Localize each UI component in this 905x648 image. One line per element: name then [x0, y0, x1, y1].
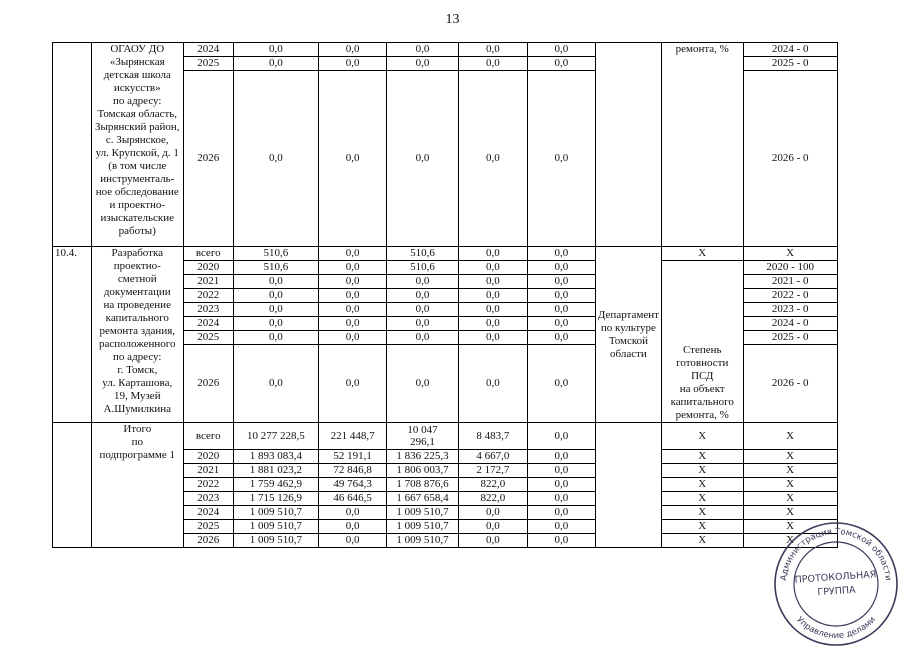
value-cell: 1 667 658,4 [387, 492, 459, 506]
value-cell: 0,0 [458, 506, 527, 520]
year-cell: 2022 [183, 289, 233, 303]
value-cell: 0,0 [233, 317, 318, 331]
value-cell: 10 047 296,1 [387, 423, 459, 450]
value-cell: 822,0 [458, 478, 527, 492]
indicator-cell: Х [661, 450, 743, 464]
value-cell: 8 483,7 [458, 423, 527, 450]
value-cell: 0,0 [527, 43, 595, 57]
value-cell: 1 009 510,7 [387, 506, 459, 520]
indicator-cell: Х [661, 478, 743, 492]
value-cell: 0,0 [527, 492, 595, 506]
value-cell: 510,6 [233, 261, 318, 275]
year-cell: всего [183, 423, 233, 450]
target-cell: 2020 - 100 [743, 261, 837, 275]
value-cell: 0,0 [527, 534, 595, 548]
value-cell: 0,0 [319, 534, 387, 548]
table-row [53, 43, 905, 57]
indicator-cell: ремонта, % [661, 43, 743, 247]
target-cell: Х [743, 423, 837, 450]
value-cell: 0,0 [458, 57, 527, 71]
value-cell: 1 806 003,7 [387, 464, 459, 478]
value-cell: 0,0 [527, 345, 595, 423]
year-cell: 2020 [183, 450, 233, 464]
stamp-ring-top-text: Администрация Томской области [779, 526, 893, 582]
value-cell: 510,6 [387, 247, 459, 261]
value-cell: 0,0 [527, 450, 595, 464]
value-cell: 1 881 023,2 [233, 464, 318, 478]
value-cell: 0,0 [458, 247, 527, 261]
value-cell: 1 009 510,7 [233, 534, 318, 548]
value-cell: 0,0 [527, 464, 595, 478]
target-cell: 2022 - 0 [743, 289, 837, 303]
value-cell: 0,0 [387, 275, 459, 289]
target-cell: Х [743, 534, 837, 548]
value-cell: 0,0 [319, 289, 387, 303]
year-cell: 2023 [183, 492, 233, 506]
value-cell: 0,0 [387, 317, 459, 331]
value-cell: 0,0 [387, 71, 459, 247]
year-cell: 2024 [183, 317, 233, 331]
value-cell: 0,0 [319, 247, 387, 261]
value-cell: 49 764,3 [319, 478, 387, 492]
target-cell: 2026 - 0 [743, 71, 837, 247]
object-cell: Разработка проектно- сметной документации на проведение капитального ремонта здания, расположенного по адресу: г. Томск, ул. Карташова, 19, Музей А.Шумилкина [91, 247, 183, 423]
target-cell: 2021 - 0 [743, 275, 837, 289]
value-cell: 1 009 510,7 [387, 534, 459, 548]
year-cell: всего [183, 247, 233, 261]
value-cell: 221 448,7 [319, 423, 387, 450]
value-cell: 0,0 [458, 261, 527, 275]
value-cell: 510,6 [233, 247, 318, 261]
executor-cell [595, 423, 661, 548]
value-cell: 0,0 [319, 345, 387, 423]
indicator-cell: Х [661, 464, 743, 478]
value-cell: 0,0 [387, 289, 459, 303]
value-cell: 0,0 [387, 345, 459, 423]
value-cell: 0,0 [319, 506, 387, 520]
indicator-cell: Х [661, 492, 743, 506]
executor-cell: Департамент по культуре Томской области [595, 247, 661, 423]
target-cell: 2026 - 0 [743, 345, 837, 423]
indicator-cell: Х [661, 247, 743, 261]
year-cell: 2022 [183, 478, 233, 492]
value-cell: 1 836 225,3 [387, 450, 459, 464]
year-cell: 2023 [183, 303, 233, 317]
target-cell: 2025 - 0 [743, 57, 837, 71]
indicator-cell: Степень готовности ПСД на объект капитального ремонта, % [661, 261, 743, 423]
target-cell: Х [743, 520, 837, 534]
year-cell: 2024 [183, 506, 233, 520]
target-cell: Х [743, 247, 837, 261]
indicator-cell: Х [661, 534, 743, 548]
indicator-cell: Х [661, 423, 743, 450]
year-cell: 2026 [183, 71, 233, 247]
value-cell: 46 646,5 [319, 492, 387, 506]
value-cell: 0,0 [233, 345, 318, 423]
value-cell: 0,0 [319, 303, 387, 317]
value-cell: 10 277 228,5 [233, 423, 318, 450]
value-cell: 0,0 [458, 331, 527, 345]
value-cell: 0,0 [387, 57, 459, 71]
target-cell: Х [743, 450, 837, 464]
value-cell: 0,0 [527, 247, 595, 261]
value-cell: 0,0 [527, 289, 595, 303]
value-cell: 0,0 [233, 71, 318, 247]
executor-cell [595, 43, 661, 247]
year-cell: 2020 [183, 261, 233, 275]
target-cell: 2025 - 0 [743, 331, 837, 345]
indicator-cell: Х [661, 506, 743, 520]
value-cell: 0,0 [233, 331, 318, 345]
indicator-cell: Х [661, 520, 743, 534]
stamp-center-line-2: ГРУППА [817, 584, 856, 599]
value-cell: 0,0 [233, 289, 318, 303]
value-cell: 52 191,1 [319, 450, 387, 464]
value-cell: 822,0 [458, 492, 527, 506]
page-number: 13 [445, 12, 460, 27]
target-cell: 2023 - 0 [743, 303, 837, 317]
value-cell: 0,0 [527, 478, 595, 492]
value-cell: 0,0 [527, 71, 595, 247]
value-cell: 0,0 [527, 506, 595, 520]
year-cell: 2021 [183, 275, 233, 289]
target-cell: Х [743, 506, 837, 520]
row-number-cell [53, 43, 92, 247]
year-cell: 2025 [183, 331, 233, 345]
value-cell: 4 667,0 [458, 450, 527, 464]
value-cell: 0,0 [319, 71, 387, 247]
value-cell: 0,0 [319, 57, 387, 71]
value-cell: 0,0 [527, 331, 595, 345]
year-cell: 2024 [183, 43, 233, 57]
target-cell: Х [743, 478, 837, 492]
value-cell: 0,0 [458, 345, 527, 423]
value-cell: 1 715 126,9 [233, 492, 318, 506]
value-cell: 0,0 [527, 423, 595, 450]
value-cell: 2 172,7 [458, 464, 527, 478]
value-cell: 0,0 [458, 317, 527, 331]
value-cell: 0,0 [527, 57, 595, 71]
value-cell: 0,0 [387, 43, 459, 57]
year-cell: 2026 [183, 345, 233, 423]
value-cell: 0,0 [319, 331, 387, 345]
stamp-center-line-1: ПРОТОКОЛЬНАЯ [794, 569, 877, 586]
value-cell: 0,0 [458, 520, 527, 534]
value-cell: 0,0 [387, 303, 459, 317]
value-cell: 0,0 [458, 303, 527, 317]
object-cell: ОГАОУ ДО «Зырянская детская школа искусств» по адресу: Томская область, Зырянский район, с. Зырянское, ул. Крупской, д. 1 (в том числе инструменталь- ное обследование и проектно- изыскательские работы) [91, 43, 183, 247]
row-number-cell: 10.4. [53, 247, 92, 423]
value-cell: 0,0 [458, 289, 527, 303]
target-cell: Х [743, 492, 837, 506]
value-cell: 0,0 [527, 317, 595, 331]
year-cell: 2025 [183, 57, 233, 71]
value-cell: 0,0 [387, 331, 459, 345]
value-cell: 0,0 [458, 534, 527, 548]
value-cell: 0,0 [319, 43, 387, 57]
value-cell: 0,0 [458, 71, 527, 247]
value-cell: 0,0 [319, 520, 387, 534]
value-cell: 0,0 [319, 317, 387, 331]
program-financing-table [52, 42, 905, 548]
value-cell: 0,0 [458, 43, 527, 57]
year-cell: 2026 [183, 534, 233, 548]
stamp-seal [772, 520, 900, 648]
value-cell: 1 708 876,6 [387, 478, 459, 492]
row-number-cell [53, 423, 92, 548]
value-cell: 1 759 462,9 [233, 478, 318, 492]
year-cell: 2021 [183, 464, 233, 478]
value-cell: 0,0 [527, 303, 595, 317]
value-cell: 0,0 [233, 43, 318, 57]
value-cell: 0,0 [527, 275, 595, 289]
value-cell: 1 009 510,7 [233, 520, 318, 534]
target-cell: Х [743, 464, 837, 478]
target-cell: 2024 - 0 [743, 317, 837, 331]
stamp-ring-bottom-text: Управление делами [794, 614, 878, 642]
value-cell: 72 846,8 [319, 464, 387, 478]
value-cell: 1 893 083,4 [233, 450, 318, 464]
value-cell: 1 009 510,7 [233, 506, 318, 520]
total-label-cell: Итого по подпрограмме 1 [91, 423, 183, 548]
value-cell: 510,6 [387, 261, 459, 275]
target-cell: 2024 - 0 [743, 43, 837, 57]
value-cell: 0,0 [527, 520, 595, 534]
stamp-outer-ring [775, 523, 897, 645]
value-cell: 0,0 [319, 275, 387, 289]
table-row [53, 423, 905, 450]
value-cell: 0,0 [233, 275, 318, 289]
value-cell: 0,0 [233, 57, 318, 71]
value-cell: 0,0 [319, 261, 387, 275]
value-cell: 0,0 [458, 275, 527, 289]
value-cell: 0,0 [527, 261, 595, 275]
table-row [53, 247, 905, 261]
value-cell: 1 009 510,7 [387, 520, 459, 534]
year-cell: 2025 [183, 520, 233, 534]
value-cell: 0,0 [233, 303, 318, 317]
